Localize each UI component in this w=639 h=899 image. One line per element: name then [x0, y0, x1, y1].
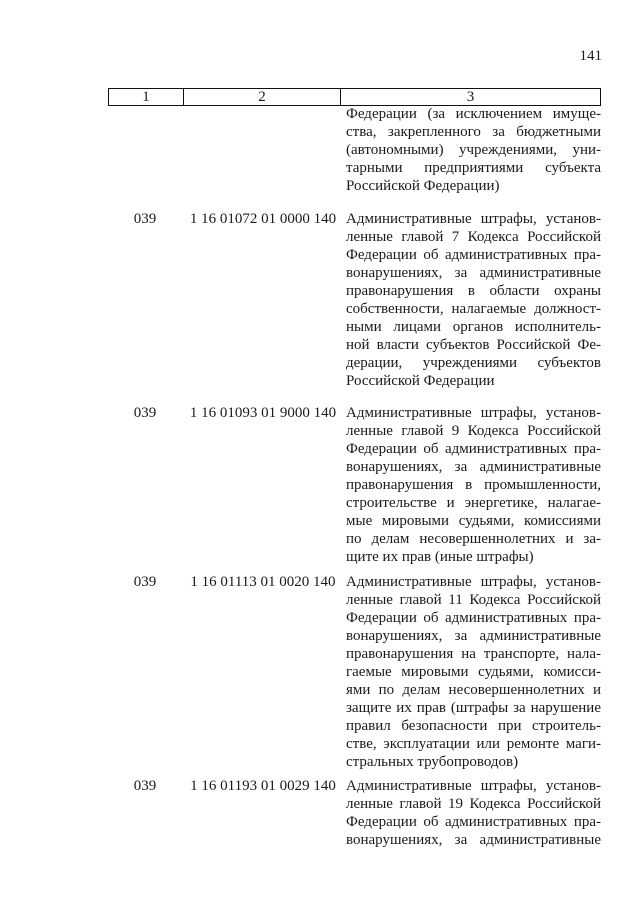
description-line: гаемые мировыми судьями, комисси-: [346, 664, 601, 680]
description-line: ленные главой 19 Кодекса Российской: [346, 796, 601, 812]
admin-code-cell: 039: [133, 574, 157, 590]
description-line: (автономными) учреждениями, уни-: [346, 142, 601, 158]
description-line: Российской Федерации: [346, 373, 495, 389]
page-number: 141: [579, 48, 602, 64]
description-cell: [346, 404, 601, 566]
description-line: Административные штрафы, установ-: [346, 405, 601, 421]
description-line: ленные главой 9 Кодекса Российской: [346, 423, 601, 439]
column-header-3: 3: [341, 89, 601, 106]
description-line: Федерации об административных пра-: [346, 247, 601, 263]
description-line: дерации, учреждениями субъектов: [346, 355, 601, 371]
description-line: Административные штрафы, установ-: [346, 574, 601, 590]
description-line: собственности, налагаемые должност-: [346, 301, 601, 317]
description-line: Федерации (за исключением имуще-: [346, 106, 601, 122]
description-line: правонарушения в промышленности,: [346, 477, 601, 493]
admin-code-cell: 039: [133, 778, 157, 794]
description-line: ства, закрепленного за бюджетными: [346, 124, 601, 140]
budget-code-cell: 1 16 01113 01 0020 140: [190, 574, 336, 590]
description-line: вонарушениях, за административные: [346, 459, 601, 475]
budget-code-cell: 1 16 01072 01 0000 140: [189, 211, 337, 227]
description-line: мые мировыми судьями, комиссиями: [346, 513, 601, 529]
description-line: Федерации об административных пра-: [346, 441, 601, 457]
admin-code-cell: 039: [133, 211, 157, 227]
description-line: правонарушения на транспорте, нала-: [346, 646, 601, 662]
description-line: правил безопасности при строитель-: [346, 718, 601, 734]
admin-code-cell: 039: [133, 405, 157, 421]
budget-code-cell: 1 16 01093 01 9000 140: [189, 405, 337, 421]
description-line: ленные главой 11 Кодекса Российской: [346, 592, 601, 608]
description-line: ными лицами органов исполнитель-: [346, 319, 601, 335]
description-line: Административные штрафы, установ-: [346, 778, 601, 794]
description-line: вонарушениях, за административные: [346, 832, 601, 848]
description-line: Российской Федерации): [346, 178, 500, 194]
column-header-1: 1: [109, 89, 184, 106]
description-line: ленные главой 7 Кодекса Российской: [346, 229, 601, 245]
description-line: стральных трубопроводов): [346, 754, 519, 770]
budget-code-cell: 1 16 01193 01 0029 140: [190, 778, 336, 794]
column-header-2: 2: [184, 89, 341, 106]
description-line: щите их прав (иные штрафы): [346, 549, 534, 565]
description-line: тарными предприятиями субъекта: [346, 160, 601, 176]
description-line: ями по делам несовершеннолетних и: [346, 682, 601, 698]
description-cell: [346, 573, 601, 771]
description-line: строительстве и энергетике, налагае-: [346, 495, 601, 511]
description-line: по делам несовершеннолетних и за-: [346, 531, 601, 547]
description-line: правонарушения в области охраны: [346, 283, 601, 299]
description-cell: [346, 210, 601, 390]
description-line: Федерации об административных пра-: [346, 814, 601, 830]
description-line: вонарушениях, за административные: [346, 265, 601, 281]
description-line: стве, эксплуатации или ремонте маги-: [346, 736, 601, 752]
description-cell: [346, 777, 601, 849]
description-line: Административные штрафы, установ-: [346, 211, 601, 227]
description-line: ной власти субъектов Российской Фе-: [346, 337, 601, 353]
description-cell: [346, 105, 601, 195]
description-line: защите их прав (штрафы за нарушение: [346, 700, 601, 716]
description-line: вонарушениях, за административные: [346, 628, 601, 644]
description-line: Федерации об административных пра-: [346, 610, 601, 626]
